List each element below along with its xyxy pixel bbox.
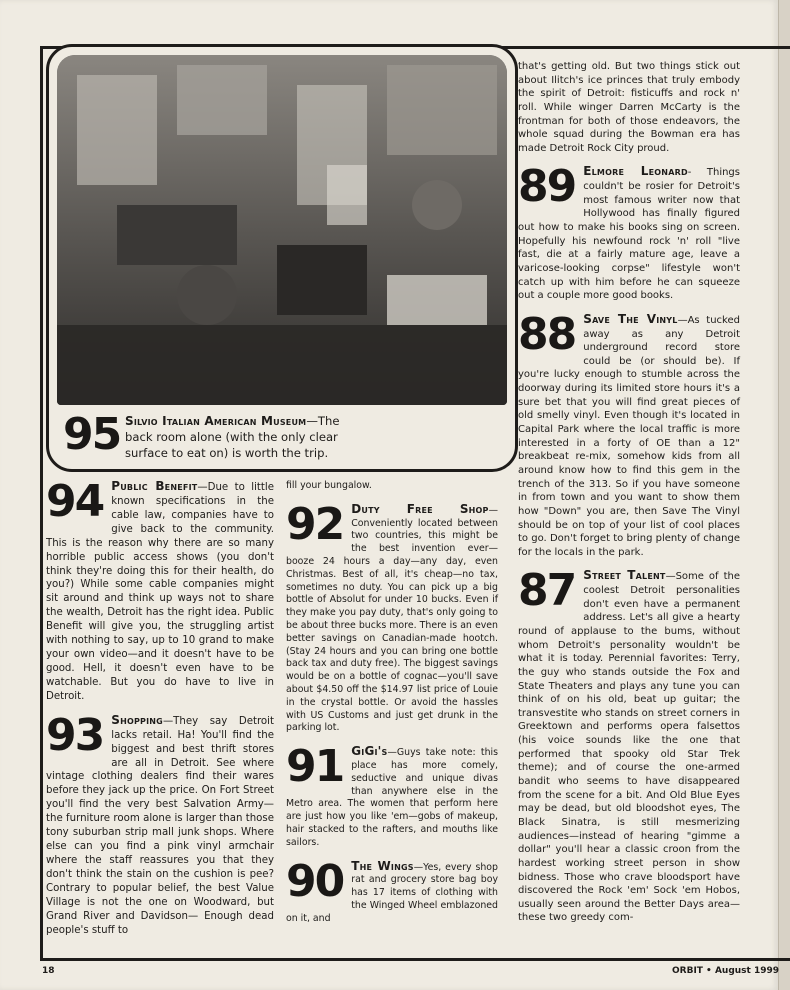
frame-rule-bottom bbox=[40, 958, 790, 961]
entry-93-continued-text: fill your bungalow. bbox=[286, 480, 372, 491]
entry-number-95: 95 bbox=[63, 409, 121, 460]
entry-88 bbox=[518, 308, 740, 560]
entry-number-92: 92 bbox=[286, 498, 344, 550]
entry-number-91: 91 bbox=[286, 741, 344, 793]
entry-90 bbox=[286, 855, 498, 926]
entry-title-88: Save The Vinyl bbox=[583, 311, 678, 326]
entry-number-90: 90 bbox=[286, 855, 344, 907]
entry-title-91: GiGi's bbox=[351, 744, 388, 759]
entry-body-88: —As tucked away as any Detroit underground record store could be (or should be). If you're lucky enough to stumble across the doorway during its limited store hours it's a sure bet that you will find great pieces of old smelly vinyl. Even though it's located in Capital Park where the local traffic is more interested in a forty of OE than a 12" breakbeat re-mix, somehow kids from all around know how to find this gem in the trench of the 313. So if you have someone in from town and you want to show them how "Down" you are, then Save The Vinyl should be on top of your list of cool places to go. Don't forget to bring plenty of change for the locals in the park. bbox=[518, 314, 740, 558]
entry-89 bbox=[518, 161, 740, 302]
entry-92 bbox=[286, 498, 498, 735]
entry-90-continued bbox=[518, 60, 740, 155]
entry-number-93: 93 bbox=[46, 709, 104, 761]
entry-title-93: Shopping bbox=[111, 712, 163, 727]
column-3 bbox=[518, 60, 740, 935]
entry-title-95: Silvio Italian American Museum bbox=[125, 414, 307, 428]
entry-93-continued bbox=[286, 480, 498, 493]
entry-body-91: —Guys take note: this place has more comely, seductive and unique divas than anywhere else in the Metro area. The women that perform here are just how you like 'em—gobs of makeup, hair stacked to the rafters, and mouths like sailors. bbox=[286, 747, 498, 848]
entry-title-90: The Wings bbox=[351, 858, 414, 873]
entry-body-95: —The back room alone (with the only clear surface to eat on) is worth the trip. bbox=[125, 414, 340, 460]
column-1 bbox=[46, 476, 274, 948]
photo-caption bbox=[63, 409, 499, 463]
entry-body-93: —They say Detroit lacks retail. Ha! You'll find the biggest and best thrift stores are all in Detroit. See where vintage clothing dealers find their wares before they jack up the price. On Fort Street you'll find the very best Salvation Army—the furniture room alone is larger than those tony suburban strip mall junk shops. Where else can you find a pink vinyl armchair where the staff reassures you that they don't think the stain on the cushion is pee? Contrary to popular belief, the best Value Village is not the one on Woodward, but Grand River and Davidson— Enough dead people's stuff to bbox=[46, 715, 274, 936]
entry-91 bbox=[286, 741, 498, 849]
entry-93 bbox=[46, 709, 274, 938]
entry-body-94: —Due to little known specifications in the cable law, companies have to give back to the community. This is the reason why there are so many horrible public access shows (you don't think they're doing this for their health, do you?) While some cable companies might sit around and think up ways not to share the wealth, Detroit has the right idea. Public Benefit will give you, the struggling artist with nothing to say, up to 10 grand to make your own video—and it doesn't have to be good. Hell, it doesn't even have to be watchable. But you do have to live in Detroit. bbox=[46, 482, 274, 702]
museum-photo-illustration bbox=[57, 55, 507, 405]
photo-box bbox=[46, 44, 518, 472]
column-2 bbox=[286, 480, 498, 936]
entry-94 bbox=[46, 476, 274, 704]
entry-90-continued-text: that's getting old. But two things stick out about Ilitch's ice princes that truly embody the spirit of Detroit: fisticuffs and rock n' roll. While winger Darren McCarty is the frontman for both of those endeavors, the whole squad during the Bowman era has made Detroit Rock City proud. bbox=[518, 61, 740, 154]
frame-rule-left bbox=[40, 46, 43, 961]
page-number: 18 bbox=[42, 966, 55, 976]
entry-body-87: —Some of the coolest Detroit personalities don't even have a permanent address. Let's all give a hearty round of applause to the bums, without whom Detroit's personality wouldn't be what it is today. Perennial favorites: Terry, the guy who stands outside the Fox and State Theaters and plays any tune you can think of on his old, beat up guitar; the transvestite who stands on street corners in Greektown and performs opera falsettos (his voice sounds like the one that performed that spooky old Star Trek theme); and of course the one-armed bandit who seems to have disappeared from the scene for a bit. And Old Blue Eyes may be dead, but old bloodshot eyes, The Black Sinatra, is still mesmerizing audiences—instead of hearing "gimme a dollar" you'll hear a classic croon from the hardest working street person in show bidness. Those who crave bloodsport have discovered the Rock 'em' Sock 'em Hobos, usually seen around the Better Days area—these two greedy com- bbox=[518, 571, 740, 924]
entry-body-90: —Yes, every shop rat and grocery store bag boy has 17 items of clothing with the Winged Wheel emblazoned on it, and bbox=[286, 861, 498, 924]
entry-number-87: 87 bbox=[518, 565, 576, 617]
entry-body-89: - Things couldn't be rosier for Detroit's most famous writer now that Hollywood has finally figured out how to make his books sing on screen. Hopefully his newfound rock 'n' roll "live fast, die at a fairly mature age, leave a varicose-looking corpse" lifestyle won't catch up with him before he can squeeze out a couple more good books. bbox=[518, 167, 740, 302]
entry-title-94: Public Benefit bbox=[111, 479, 198, 493]
museum-photo bbox=[57, 55, 507, 405]
caption-text bbox=[125, 413, 365, 461]
entry-87 bbox=[518, 565, 740, 925]
entry-body-92: —Conveniently located between two countries, this might be the best invention ever—booze 24 hours a day—any day, even Christmas. Best of all, it's cheap—no tax, sometimes no duty. You can pick up a big bottle of Absolut for under 10 bucks. Even if they make you pay duty, that's only going to be about three bucks more. There is an even better savings on Canadian-made hootch. (Stay 24 hours and you can bring one bottle back tax and duty free). The biggest savings would be on a bottle of cognac—you'll save about $4.50 off the $14.97 list price of Louie in the crystal bottle. Or avoid the hassles with US Customs and just get drunk in the parking lot. bbox=[286, 504, 498, 734]
entry-number-94: 94 bbox=[46, 476, 104, 527]
publication-footer: ORBIT • August 1999 bbox=[672, 966, 780, 976]
entry-title-89: Elmore Leonard bbox=[583, 164, 688, 179]
entry-number-89: 89 bbox=[518, 161, 576, 213]
entry-number-88: 88 bbox=[518, 308, 576, 360]
entry-title-87: Street Talent bbox=[583, 568, 666, 583]
page-edge bbox=[778, 0, 790, 990]
entry-title-92: Duty Free Shop bbox=[351, 501, 489, 516]
